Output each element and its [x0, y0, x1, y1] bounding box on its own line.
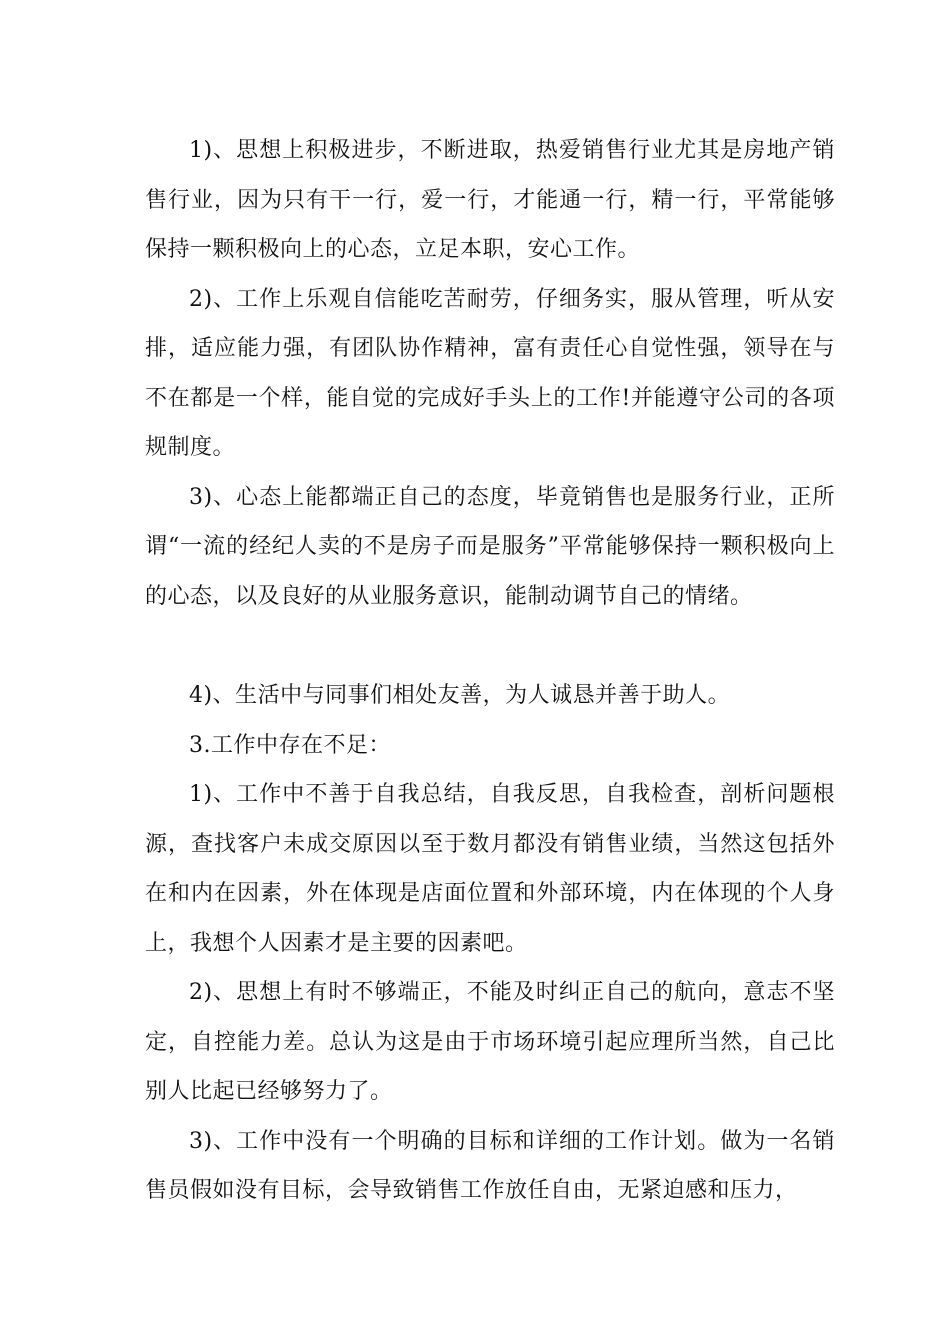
paragraph-colleagues: 4)、生活中与同事们相处友善，为人诚恳并善于助人。 [189, 683, 731, 708]
paragraph-goals-plan: 3)、工作中没有一个明确的目标和详细的工作计划。做为一名销售员假如没有目标，会导致销售工作放任自由，无紧迫感和压力， [145, 1128, 835, 1203]
paragraph-self-reflection: 1)、工作中不善于自我总结，自我反思，自我检查，剖析问题根源，查找客户未成交原因以至于数月都没有销售业绩，当然这包括外在和内在因素，外在体现是店面位置和外部环境，内在体现的个人身上，我想个人因素才是主要的因素吧。 [145, 782, 835, 956]
section-heading-shortcomings: 3.工作中存在不足： [189, 732, 391, 758]
paragraph-spacer [145, 621, 835, 671]
document-body [145, 126, 835, 1216]
paragraph-service-attitude: 3)、心态上能都端正自己的态度，毕竟销售也是服务行业，正所谓“一流的经纪人卖的不是房子而是服务”平常能够保持一颗积极向上的心态，以及良好的从业服务意识，能制动调节自己的情绪。 [145, 484, 835, 609]
paragraph-mindset: 1)、思想上积极进步，不断进取，热爱销售行业尤其是房地产销售行业，因为只有干一行，爱一行，才能通一行，精一行，平常能够保持一颗积极向上的心态，立足本职，安心工作。 [145, 138, 835, 262]
paragraph-self-control: 2)、思想上有时不够端正，不能及时纠正自己的航向，意志不坚定，自控能力差。总认为这是由于市场环境引起应理所当然，自己比别人比起已经够努力了。 [145, 980, 835, 1104]
paragraph-work-attitude: 2)、工作上乐观自信能吃苦耐劳，仔细务实，服从管理，听从安排，适应能力强，有团队协作精神，富有责任心自觉性强，领导在与不在都是一个样，能自觉的完成好手头上的工作!并能遵守公司的各项规制度。 [145, 286, 835, 460]
